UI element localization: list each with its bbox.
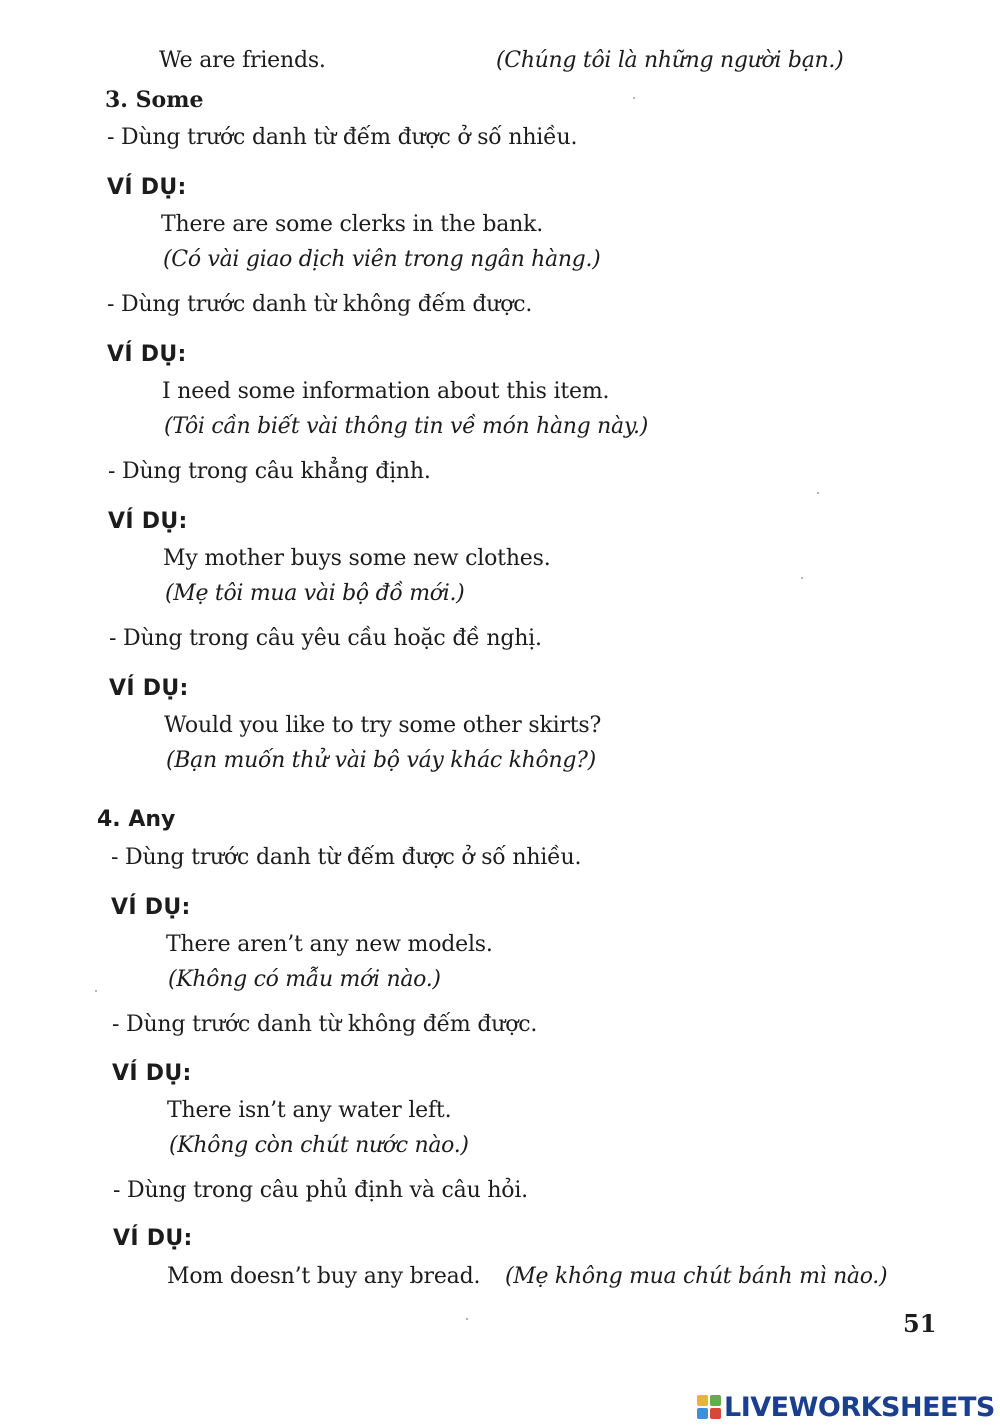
example-english: There aren’t any new models. bbox=[166, 932, 493, 957]
rule-text: - Dùng trước danh từ không đếm được. bbox=[107, 292, 533, 317]
scan-speck bbox=[466, 1318, 468, 1320]
logo-square bbox=[710, 1395, 721, 1406]
logo-square bbox=[710, 1408, 721, 1419]
example-english: I need some information about this item. bbox=[162, 379, 610, 404]
example-english: We are friends. bbox=[159, 48, 326, 73]
rule-text: - Dùng trước danh từ không đếm được. bbox=[112, 1012, 538, 1037]
rule-text: - Dùng trong câu khẳng định. bbox=[108, 459, 431, 484]
liveworksheets-watermark bbox=[697, 1390, 995, 1424]
rule-text: - Dùng trong câu yêu cầu hoặc đề nghị. bbox=[109, 626, 542, 651]
logo-square bbox=[697, 1408, 708, 1419]
example-vietnamese: (Không có mẫu mới nào.) bbox=[168, 967, 441, 992]
liveworksheets-logo-icon bbox=[697, 1395, 721, 1419]
example-label: VÍ DỤ: bbox=[107, 342, 187, 367]
example-english: My mother buys some new clothes. bbox=[163, 546, 551, 571]
section-title-any: 4. Any bbox=[97, 807, 176, 832]
scan-speck bbox=[95, 990, 97, 992]
example-english: There isn’t any water left. bbox=[167, 1098, 452, 1123]
scan-speck bbox=[801, 577, 803, 579]
scan-speck bbox=[817, 492, 819, 494]
example-vietnamese: (Chúng tôi là những người bạn.) bbox=[496, 48, 844, 73]
section-title-some: 3. Some bbox=[105, 87, 204, 113]
example-vietnamese: (Mẹ không mua chút bánh mì nào.) bbox=[505, 1264, 888, 1289]
rule-text: - Dùng trước danh từ đếm được ở số nhiều. bbox=[107, 125, 578, 150]
example-vietnamese: (Tôi cần biết vài thông tin về món hàng này.) bbox=[164, 414, 649, 439]
page-number: 51 bbox=[903, 1309, 937, 1338]
example-vietnamese: (Không còn chút nước nào.) bbox=[169, 1133, 469, 1158]
logo-square bbox=[697, 1395, 708, 1406]
example-label: VÍ DỤ: bbox=[107, 175, 187, 200]
example-vietnamese: (Có vài giao dịch viên trong ngân hàng.) bbox=[163, 247, 601, 272]
example-vietnamese: (Mẹ tôi mua vài bộ đồ mới.) bbox=[165, 581, 465, 606]
example-english: Would you like to try some other skirts? bbox=[164, 713, 602, 738]
example-english: Mom doesn’t buy any bread. bbox=[167, 1264, 481, 1289]
rule-text: - Dùng trước danh từ đếm được ở số nhiều. bbox=[111, 845, 582, 870]
example-vietnamese: (Bạn muốn thử vài bộ váy khác không?) bbox=[166, 748, 596, 773]
example-label: VÍ DỤ: bbox=[109, 676, 189, 701]
watermark-text: LIVEWORKSHEETS bbox=[724, 1391, 995, 1423]
example-label: VÍ DỤ: bbox=[113, 1226, 193, 1251]
example-english: There are some clerks in the bank. bbox=[161, 212, 544, 237]
example-label: VÍ DỤ: bbox=[112, 1061, 192, 1086]
example-label: VÍ DỤ: bbox=[108, 509, 188, 534]
rule-text: - Dùng trong câu phủ định và câu hỏi. bbox=[113, 1178, 528, 1203]
example-label: VÍ DỤ: bbox=[111, 895, 191, 920]
scan-speck bbox=[633, 97, 635, 99]
